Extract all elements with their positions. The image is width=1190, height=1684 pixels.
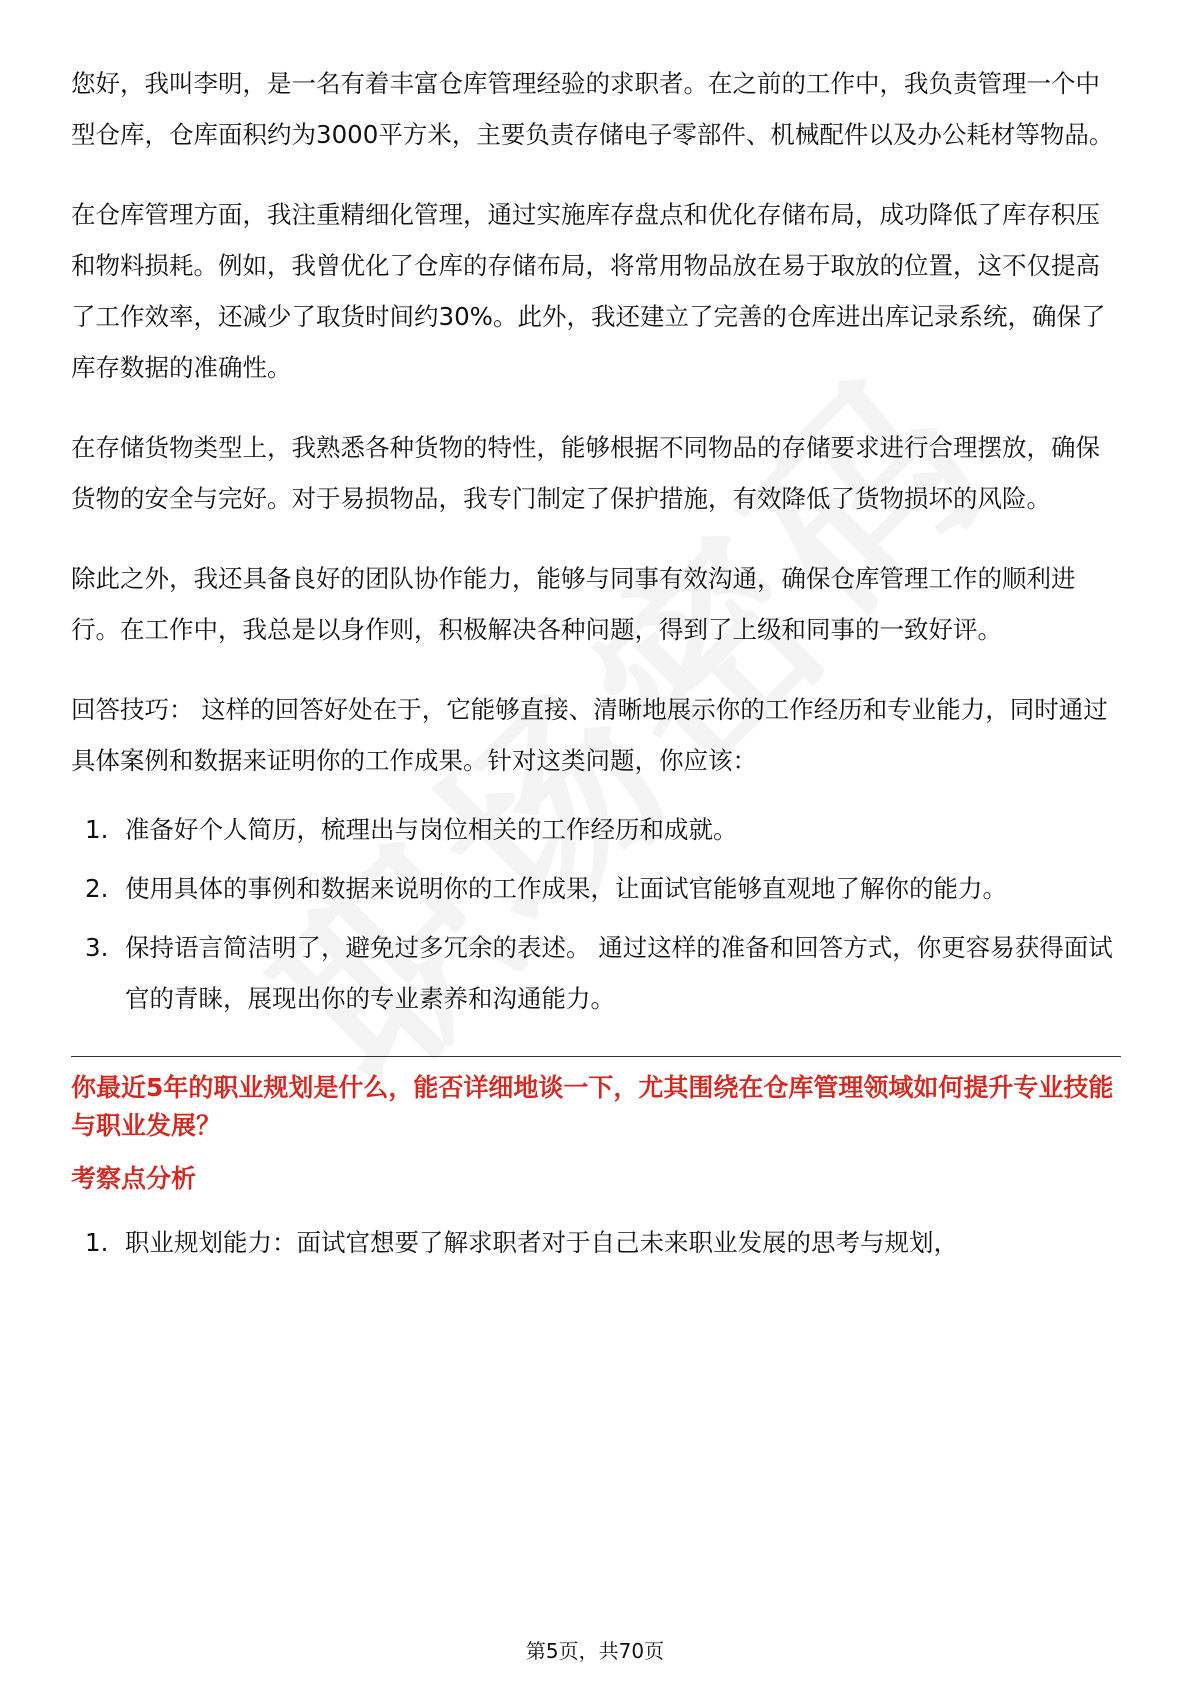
list-item xyxy=(71,1217,1121,1268)
answer-paragraph-2: 在仓库管理方面，我注重精细化管理，通过实施库存盘点和优化存储布局，成功降低了库存积压和物料损耗。例如，我曾优化了仓库的存储布局，将常用物品放在易于取放的位置，这不仅提高了工作效率，还减少了取货时间约30%。此外，我还建立了完善的仓库进出库记录系统，确保了库存数据的准确性。 xyxy=(71,200,1106,382)
analysis-list xyxy=(71,1217,1121,1268)
list-item xyxy=(71,863,1121,914)
answer-paragraph-4: 除此之外，我还具备良好的团队协作能力，能够与同事有效沟通，确保仓库管理工作的顺利进行。在工作中，我总是以身作则，积极解决各种问题，得到了上级和同事的一致好评。 xyxy=(71,564,1076,644)
list-number: 2. xyxy=(85,874,109,903)
list-item xyxy=(71,922,1121,1024)
list-text: 准备好个人简历，梳理出与岗位相关的工作经历和成就。 xyxy=(125,815,738,844)
list-item xyxy=(71,804,1121,855)
page-content xyxy=(71,58,1121,1300)
list-number: 1. xyxy=(85,815,109,844)
list-text: 使用具体的事例和数据来说明你的工作成果，让面试官能够直观地了解你的能力。 xyxy=(125,874,1007,903)
answer-paragraph-1: 您好，我叫李明，是一名有着丰富仓库管理经验的求职者。在之前的工作中，我负责管理一个中型仓库，仓库面积约为3000平方米，主要负责存储电子零部件、机械配件以及办公耗材等物品。 xyxy=(71,69,1114,149)
section-divider xyxy=(71,1056,1121,1057)
list-text: 保持语言简洁明了，避免过多冗余的表述。 通过这样的准备和回答方式，你更容易获得面试官的青睐，展现出你的专业素养和沟通能力。 xyxy=(125,933,1113,1013)
list-number: 3. xyxy=(85,933,109,962)
answer-tips-intro: 回答技巧： 这样的回答好处在于，它能够直接、清晰地展示你的工作经历和专业能力，同时通过具体案例和数据来证明你的工作成果。针对这类问题，你应该： xyxy=(71,695,1108,775)
tips-list xyxy=(71,804,1121,1024)
page-footer: 第5页，共70页 xyxy=(525,1639,665,1663)
list-number: 1. xyxy=(85,1228,109,1257)
answer-paragraph-3: 在存储货物类型上，我熟悉各种货物的特性，能够根据不同物品的存储要求进行合理摆放，确保货物的安全与完好。对于易损物品，我专门制定了保护措施，有效降低了货物损坏的风险。 xyxy=(71,433,1100,513)
list-text: 职业规划能力：面试官想要了解求职者对于自己未来职业发展的思考与规划， xyxy=(125,1228,958,1257)
section-title: 考察点分析 xyxy=(71,1164,197,1193)
interview-question: 你最近5年的职业规划是什么，能否详细地谈一下，尤其围绕在仓库管理领域如何提升专业技能与职业发展？ xyxy=(71,1073,1114,1140)
